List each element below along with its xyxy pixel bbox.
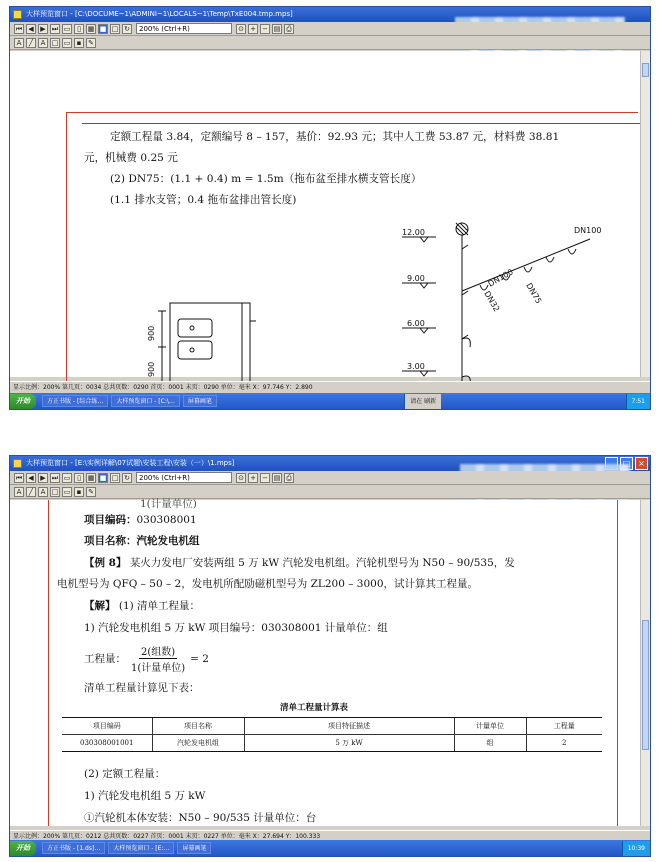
- quota-line-2: ①汽轮机本体安装：N50 – 90/535 计量单位：台: [84, 812, 317, 824]
- cut-off-text: 1(计量单位): [140, 498, 197, 510]
- level-label-3: 6.00: [407, 319, 425, 328]
- task-screen-pen[interactable]: 屏幕画笔: [183, 395, 217, 407]
- formula-numerator: 2(组数): [139, 643, 177, 659]
- clock: 7:51: [626, 394, 650, 409]
- last-page-icon[interactable]: ⏭: [51, 24, 59, 33]
- app-icon: [13, 459, 22, 468]
- zoom-in-icon[interactable]: +: [248, 24, 258, 34]
- zoom-select[interactable]: 200% (Ctrl+R): [136, 472, 232, 483]
- frame-icon[interactable]: □: [111, 24, 119, 33]
- page-rule: [82, 123, 642, 124]
- last-page-icon[interactable]: ⏭: [51, 473, 59, 482]
- table-cell: 030308001001: [62, 735, 152, 752]
- line-tool-icon[interactable]: ╱: [26, 38, 36, 48]
- scrollbar-thumb[interactable]: [642, 63, 649, 77]
- task-screen-pen[interactable]: 屏幕画笔: [177, 842, 211, 854]
- item-code-value: 030308001: [136, 514, 197, 526]
- prev-page-icon[interactable]: ◀: [26, 24, 36, 34]
- table-title: 清单工程量计算表: [280, 703, 349, 713]
- example-tag: 【例 8】: [84, 557, 127, 569]
- table-header: 工程量: [526, 718, 602, 735]
- pen-tool-icon[interactable]: ✎: [86, 38, 96, 48]
- refresh-icon[interactable]: ↻: [122, 473, 132, 483]
- pipe-label-dn100-b: DN100: [486, 267, 515, 289]
- task-preview[interactable]: 大样预览窗口 - [E:…: [108, 842, 174, 854]
- start-button[interactable]: 开始: [10, 841, 36, 856]
- item-name-label: 项目名称：: [84, 535, 137, 547]
- zoom-out-icon[interactable]: −: [260, 473, 270, 483]
- table-cell: 组: [454, 735, 526, 752]
- first-page-icon[interactable]: ⏮: [15, 24, 23, 33]
- formula-label: 工程量：: [84, 653, 126, 665]
- text-tool-icon[interactable]: A: [14, 487, 24, 497]
- drainage-drawing: [147, 211, 630, 381]
- task-preview[interactable]: 大样预览窗口 - [C:\…: [111, 395, 180, 407]
- example-text-1: 某火力发电厂安装两组 5 万 kW 汽轮发电机组。汽轮机型号为 N50 – 90/535，发: [129, 557, 515, 569]
- oval-tool-icon[interactable]: ▭: [63, 487, 71, 496]
- level-label-4: 3.00: [407, 362, 425, 371]
- table-cell: 5 万 kW: [244, 735, 454, 752]
- frame-icon[interactable]: □: [111, 473, 119, 482]
- solution-tag: 【解】: [84, 600, 116, 612]
- item-code-label: 项目编码：: [84, 514, 137, 526]
- fixture-plan: [158, 303, 256, 383]
- table-cell: 2: [526, 735, 602, 752]
- item-name-value: 汽轮发电机组: [136, 535, 200, 547]
- pipe-label-dn32: DN32: [482, 289, 502, 314]
- formula-fraction: [129, 643, 187, 674]
- page-frame-left: [48, 500, 49, 826]
- item-code-line: [84, 512, 197, 527]
- pipe-label-dn100-a: DN100: [574, 226, 602, 235]
- vertical-scrollbar[interactable]: [640, 51, 650, 377]
- stop-icon[interactable]: ■: [99, 24, 107, 33]
- formula: [84, 643, 209, 674]
- screenshot-top: [9, 6, 651, 410]
- taskbar: [10, 840, 650, 856]
- text-tool-icon[interactable]: A: [14, 38, 24, 48]
- page-frame-top: [66, 112, 638, 113]
- single-page-icon[interactable]: ▭: [63, 473, 71, 482]
- clearance-line-1: 1) 汽轮发电机组 5 万 kW 项目编号：030308001 计量单位：组: [84, 622, 388, 634]
- item-name-line: [84, 533, 200, 548]
- window-title: 大样预览窗口 - [C:\DOCUME~1\ADMINI~1\LOCALS~1\Temp\TxE004.tmp.mps]: [26, 10, 293, 18]
- toolbar-format: [10, 485, 650, 499]
- example-line-1: [84, 555, 515, 570]
- status-bar: 显示比例：200% 第几页：0034 总共页数：0290 首页：0001 末页：0290 单位：毫米 X：97.746 Y：2.890: [10, 381, 650, 392]
- formula-result: = 2: [190, 652, 209, 665]
- pen-tool-icon[interactable]: ✎: [86, 487, 96, 497]
- level-marks: [402, 237, 436, 376]
- close-button[interactable]: ×: [635, 457, 648, 470]
- toolbar-main: [10, 471, 650, 485]
- vertical-scrollbar[interactable]: [640, 500, 650, 826]
- toolbar-main: [10, 22, 650, 36]
- rect-tool-icon[interactable]: □: [51, 38, 59, 47]
- clock: 10:39: [622, 841, 650, 856]
- grid-icon[interactable]: ▦: [87, 473, 95, 482]
- quota-heading: (2) 定额工程量：: [84, 768, 166, 780]
- color-tool-icon[interactable]: ▪: [74, 38, 84, 48]
- start-button[interactable]: 开始: [10, 394, 36, 409]
- solution-line: [84, 598, 200, 613]
- status-bar: 显示比例：200% 第几页：0212 总共页数：0227 首页：0001 末页：0227 单位：毫米 X：27.694 Y：100.333: [10, 830, 650, 841]
- table-header-row: [62, 718, 602, 735]
- zoom-in-icon[interactable]: +: [248, 473, 258, 483]
- oval-tool-icon[interactable]: ▭: [63, 38, 71, 47]
- text-line-3: (2) DN75：(1.1 + 0.4) m = 1.5m（拖布盆至排水横支管长度）: [110, 173, 422, 185]
- color-tool-icon[interactable]: ▪: [74, 487, 84, 497]
- text-line-1: 定额工程量 3.84，定额编号 8 – 157，基价：92.93 元；其中人工费 53.87 元，材料费 38.81: [110, 131, 560, 143]
- document-page: [10, 500, 640, 826]
- zoom-fit-icon[interactable]: ⊙: [236, 24, 246, 34]
- print-setup-icon[interactable]: ▤: [273, 24, 281, 33]
- print-icon[interactable]: ⎙: [284, 24, 294, 34]
- text-line-4: (1.1 排水支管；0.4 拖布盆排出管长度): [110, 194, 297, 206]
- document-page: [10, 51, 640, 377]
- table-header: 项目特征描述: [244, 718, 454, 735]
- text-line-2: 元，机械费 0.25 元: [84, 152, 178, 164]
- dim-label-2: 900: [147, 361, 156, 377]
- print-icon[interactable]: ⎙: [284, 473, 294, 483]
- rect-tool-icon[interactable]: □: [51, 487, 59, 496]
- text-box-icon[interactable]: A: [38, 38, 48, 48]
- line-tool-icon[interactable]: ╱: [26, 487, 36, 497]
- quota-line-1: 1) 汽轮发电机组 5 万 kW: [84, 790, 206, 802]
- stop-icon[interactable]: ■: [99, 473, 107, 482]
- refresh-icon[interactable]: ↻: [122, 24, 132, 34]
- tray-text: 请在 刷新: [404, 394, 441, 409]
- zoom-select[interactable]: 200% (Ctrl+R): [136, 23, 232, 34]
- next-page-icon[interactable]: ▶: [38, 24, 48, 34]
- table-intro: 清单工程量计算见下表：: [84, 682, 200, 694]
- double-page-icon[interactable]: ▯: [74, 24, 84, 34]
- dim-label-1: 900: [147, 325, 156, 341]
- zoom-out-icon[interactable]: −: [260, 24, 270, 34]
- grid-icon[interactable]: ▦: [87, 24, 95, 33]
- app-icon: [13, 10, 22, 19]
- taskbar: [10, 393, 650, 409]
- table-cell: 汽轮发电机组: [152, 735, 244, 752]
- print-setup-icon[interactable]: ▤: [273, 473, 281, 482]
- first-page-icon[interactable]: ⏮: [15, 473, 23, 482]
- task-fangzheng[interactable]: 方正书版 - [综合练…: [42, 395, 108, 407]
- level-label-1: 12.00: [402, 228, 425, 237]
- screenshot-bottom: [9, 455, 651, 857]
- pipe-label-dn75: DN75: [524, 281, 544, 306]
- calc-table: [62, 717, 602, 752]
- prev-page-icon[interactable]: ◀: [26, 473, 36, 483]
- table-header: 项目编码: [62, 718, 152, 735]
- branch-pipes: [462, 239, 590, 385]
- page-frame-left: [66, 112, 67, 382]
- table-header: 项目名称: [152, 718, 244, 735]
- example-line-2: 电机型号为 QFQ – 50 – 2，发电机所配励磁机型号为 ZL200 – 3000，试计算其工程量。: [57, 578, 479, 590]
- next-page-icon[interactable]: ▶: [38, 473, 48, 483]
- window-title: 大样预览窗口 - [E:\实例详解\07试题\安装工程\安装（一）\1.mps]: [26, 459, 235, 467]
- zoom-fit-icon[interactable]: ⊙: [236, 473, 246, 483]
- page-frame-right: [617, 500, 618, 826]
- formula-denominator: 1(计量单位): [131, 663, 186, 674]
- table-row: [62, 735, 602, 752]
- scrollbar-thumb[interactable]: [642, 620, 649, 750]
- text-box-icon[interactable]: A: [38, 487, 48, 497]
- double-page-icon[interactable]: ▯: [74, 473, 84, 483]
- toolbar-format: [10, 36, 650, 50]
- solution-text: (1) 清单工程量：: [118, 600, 201, 612]
- level-label-2: 9.00: [407, 274, 425, 283]
- single-page-icon[interactable]: ▭: [63, 24, 71, 33]
- table-header: 计量单位: [454, 718, 526, 735]
- task-fangzheng[interactable]: 方正书版 - [1.ds]…: [42, 842, 105, 854]
